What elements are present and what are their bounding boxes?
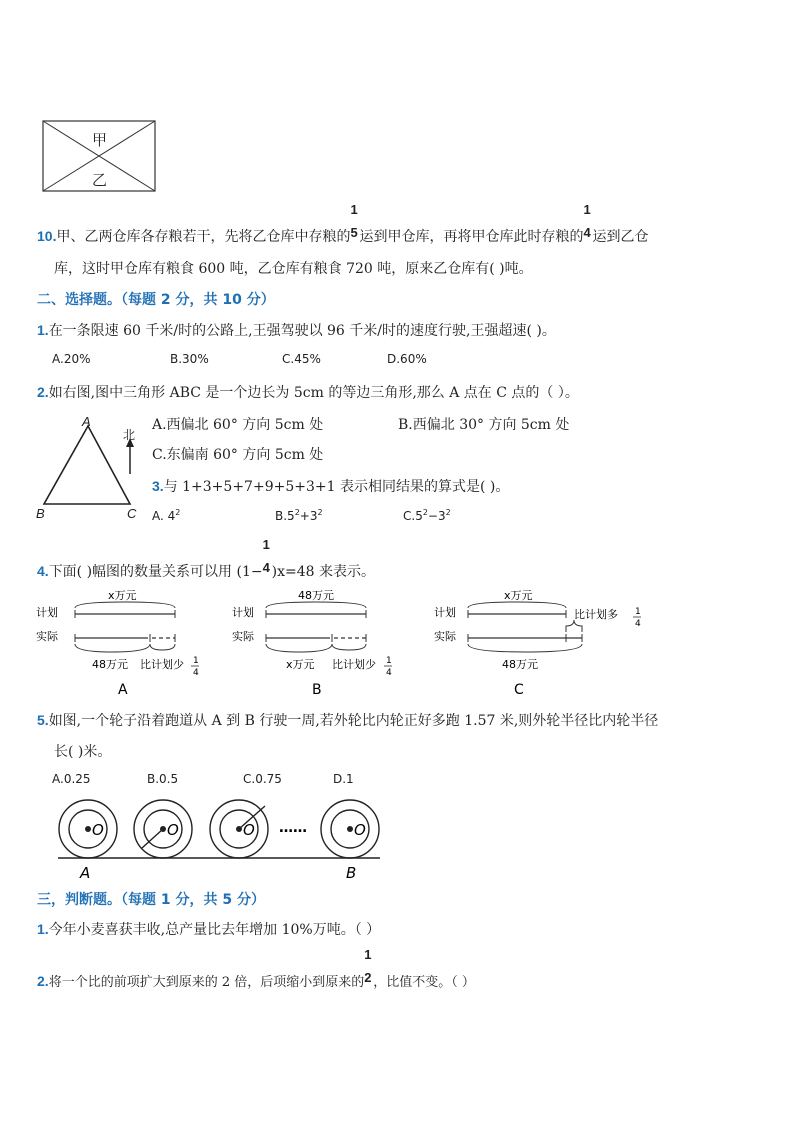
diagram-name: C <box>514 682 524 698</box>
question-text: 与 1+3+5+7+9+5+3+1 表示相同结果的算式是( )。 <box>163 479 510 495</box>
wheel-figure <box>50 792 390 882</box>
north-label: 北 <box>123 428 136 442</box>
diagram-bottom-label: 48万元 <box>92 658 128 671</box>
question-text: 运到乙仓 <box>592 229 649 245</box>
option[interactable]: C.45% <box>282 352 321 366</box>
triangle-label-b: B <box>36 506 45 521</box>
exponent: 2 <box>422 508 428 517</box>
question-text: )x=48 来表示。 <box>271 564 375 580</box>
fraction <box>364 947 373 986</box>
fraction-numerator: 1 <box>635 607 641 617</box>
diagram-diff-label: 比计划少 <box>332 658 376 671</box>
option[interactable]: C.0.75 <box>243 772 282 786</box>
question-10 <box>37 202 649 246</box>
fraction-denominator: 5 <box>350 225 358 240</box>
fraction <box>583 202 592 241</box>
diagram-top-label: 48万元 <box>298 589 334 602</box>
point-a-label: A <box>80 864 91 882</box>
wheel-center-label: O <box>92 821 104 839</box>
option-text: +3 <box>299 509 318 523</box>
option[interactable] <box>403 508 451 523</box>
fraction-denominator: 4 <box>262 560 270 575</box>
question-text: 如右图,图中三角形 ABC 是一个边长为 5cm 的等边三角形,那么 A 点在 C 点的（ ）。 <box>48 385 579 401</box>
question-text: 今年小麦喜获丰收,总产量比去年增加 10%万吨。（ ） <box>48 922 381 938</box>
diagram-plan-label: 计划 <box>232 606 254 619</box>
diagram-actual-label: 实际 <box>232 630 254 643</box>
option[interactable]: A.20% <box>52 352 91 366</box>
question-text: ，比值不变。（ ） <box>373 975 475 990</box>
question-10-line2: 库，这时甲仓库有粮食 600 吨，乙仓库有粮食 720 吨，原来乙仓库有( )吨。 <box>54 261 533 277</box>
diagram-plan-label: 计划 <box>434 606 456 619</box>
judge-question-1 <box>37 919 380 939</box>
option[interactable]: B.西偏北 30° 方向 5cm 处 <box>398 417 570 433</box>
diagram-actual-label: 实际 <box>36 630 58 643</box>
fraction-denominator: 2 <box>364 970 372 985</box>
question-text: 在一条限速 60 千米/时的公路上,王强驾驶以 96 千米/时的速度行驶,王强超速( )。 <box>48 323 556 339</box>
question-number: 10. <box>37 228 57 244</box>
diagram-bottom-label: x万元 <box>286 658 315 671</box>
fraction-numerator: 1 <box>583 202 591 217</box>
option-text: −3 <box>427 509 446 523</box>
point-b-label: B <box>346 864 357 882</box>
diagram-b <box>228 586 428 698</box>
option[interactable] <box>275 508 323 523</box>
option-text: B.5 <box>275 509 295 523</box>
option[interactable] <box>152 508 180 523</box>
option[interactable]: B.0.5 <box>147 772 179 786</box>
diagram-c <box>432 586 662 698</box>
question-number: 3. <box>152 478 164 494</box>
diagram-top-label: x万元 <box>108 589 137 602</box>
fraction <box>262 537 272 576</box>
choice-question-1 <box>37 320 556 340</box>
question-number: 5. <box>37 712 49 728</box>
wheel-center-label: O <box>354 821 366 839</box>
question-number: 2. <box>37 384 49 400</box>
fraction <box>350 202 359 241</box>
diagram-plan-label: 计划 <box>36 606 58 619</box>
choice-question-5 <box>37 710 658 730</box>
option[interactable]: A.西偏北 60° 方向 5cm 处 <box>152 417 324 433</box>
question-number: 2. <box>37 973 49 989</box>
fraction-denominator: 4 <box>635 619 641 629</box>
option[interactable]: D.60% <box>387 352 427 366</box>
rect-label-bottom: 乙 <box>92 171 108 189</box>
diagram-a <box>30 586 230 698</box>
question-number: 4. <box>37 563 49 579</box>
fraction-denominator: 4 <box>386 668 392 678</box>
wheel-center-label: O <box>167 821 179 839</box>
question-number: 1. <box>37 921 49 937</box>
fraction-numerator: 1 <box>364 947 372 962</box>
option-text: A. 4 <box>152 509 176 523</box>
triangle-label-c: C <box>127 506 137 521</box>
question-text: 运到甲仓库，再将甲仓库此时存粮的 <box>359 229 584 245</box>
diagram-name: A <box>118 682 128 698</box>
section-title: 二、选择题。（每题 2 分，共 10 分） <box>37 292 275 308</box>
diagram-top-label: x万元 <box>504 589 533 602</box>
exponent: 2 <box>445 508 451 517</box>
choice-question-3 <box>152 476 509 496</box>
diagram-diff-label: 比计划多 <box>574 608 618 621</box>
question-text: 甲、乙两仓库各存粮若干，先将乙仓库中存粮的 <box>56 229 351 245</box>
diagram-bottom-label: 48万元 <box>502 658 538 671</box>
fraction-numerator: 1 <box>262 537 270 552</box>
question-text: 下面( )幅图的数量关系可以用 (1− <box>48 564 263 580</box>
question-text: 如图,一个轮子沿着跑道从 A 到 B 行驶一周,若外轮比内轮正好多跑 1.57 米,则外轮半径比内轮半径 <box>48 713 659 729</box>
option[interactable]: B.30% <box>170 352 209 366</box>
question-5-line2: 长( )米。 <box>54 744 112 760</box>
option[interactable]: A.0.25 <box>52 772 91 786</box>
question-number: 1. <box>37 322 49 338</box>
wheel-center-label: O <box>243 821 255 839</box>
diagram-diff-label: 比计划少 <box>140 658 184 671</box>
option[interactable]: C.东偏南 60° 方向 5cm 处 <box>152 447 324 463</box>
fraction-numerator: 1 <box>350 202 358 217</box>
choice-question-4 <box>37 537 375 581</box>
ellipsis: …… <box>279 820 307 836</box>
rect-label-top: 甲 <box>92 131 108 149</box>
diagram-actual-label: 实际 <box>434 630 456 643</box>
section-title: 三，判断题。（每题 1 分，共 5 分） <box>37 892 265 908</box>
option[interactable]: D.1 <box>333 772 354 786</box>
fraction-numerator: 1 <box>193 656 199 666</box>
judge-question-2 <box>37 947 475 990</box>
exponent: 2 <box>175 508 181 517</box>
option-text: C.5 <box>403 509 423 523</box>
triangle-label-a: A <box>82 414 91 429</box>
fraction-denominator: 4 <box>583 225 591 240</box>
fraction-denominator: 4 <box>193 668 199 678</box>
exponent: 2 <box>317 508 323 517</box>
choice-question-2 <box>37 382 579 402</box>
diagram-name: B <box>312 682 322 698</box>
question-text: 将一个比的前项扩大到原来的 2 倍，后项缩小到原来的 <box>48 975 365 990</box>
exponent: 2 <box>294 508 300 517</box>
fraction-numerator: 1 <box>386 656 392 666</box>
